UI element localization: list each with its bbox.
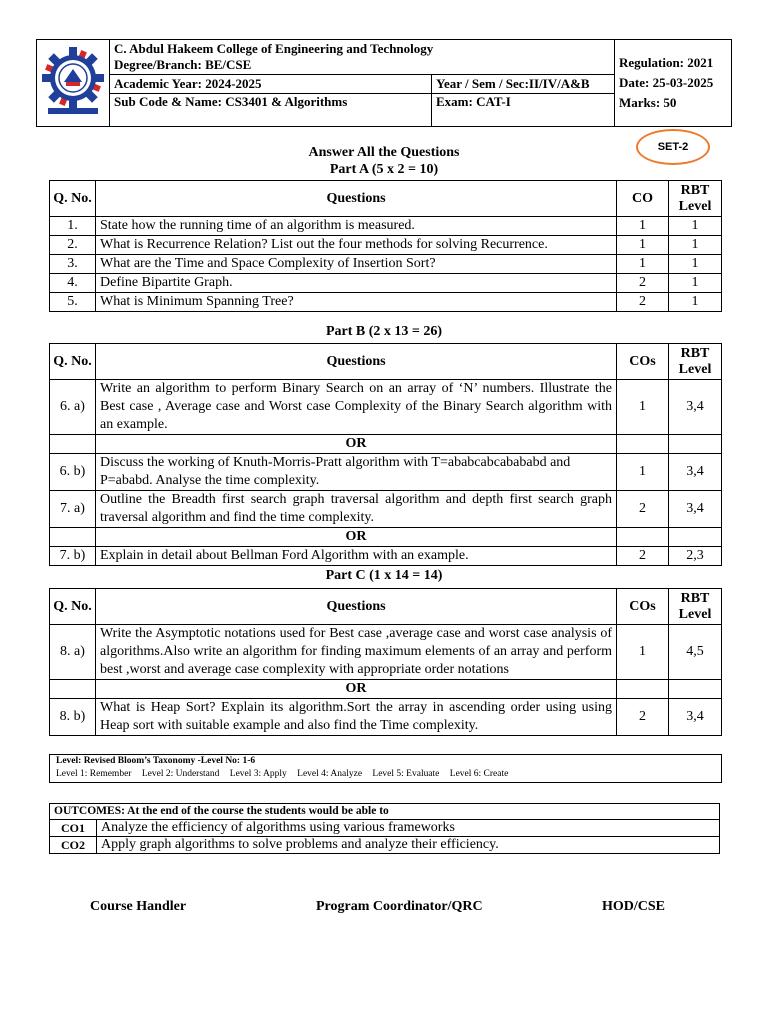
q-number: 8. b) — [50, 699, 96, 736]
question-text: Define Bipartite Graph. — [96, 274, 617, 293]
year-sem-sec: Year / Sem / Sec:II/IV/A&B — [432, 75, 615, 94]
table-row — [50, 625, 722, 680]
q-number: 1. — [50, 217, 96, 236]
col-co: COs — [617, 344, 669, 380]
bloom-level: Level 6: Create — [449, 769, 509, 779]
table-row — [50, 380, 722, 435]
col-questions: Questions — [96, 181, 617, 217]
co-value: 2 — [617, 699, 669, 736]
bloom-levels — [56, 768, 715, 781]
bloom-level: Level 4: Analyze — [297, 769, 363, 779]
co-value: 1 — [617, 625, 669, 680]
col-rbt: RBT Level — [669, 181, 722, 217]
bloom-taxonomy-note — [49, 754, 722, 783]
outcomes-heading: OUTCOMES: At the end of the course the students would be able to — [50, 804, 720, 820]
college-name: C. Abdul Hakeem College of Engineering and Technology — [114, 41, 434, 56]
col-co: CO — [617, 181, 669, 217]
col-qno: Q. No. — [50, 344, 96, 380]
rbt-value: 4,5 — [669, 625, 722, 680]
co-value: 2 — [617, 547, 669, 566]
outcome-text: Analyze the efficiency of algorithms using various frameworks — [97, 820, 720, 837]
exam-marks: Marks: 50 — [619, 95, 677, 110]
bloom-title: Level: Revised Bloom’s Taxonomy -Level No: 1-6 — [56, 756, 256, 766]
bloom-level: Level 1: Remember — [56, 769, 132, 779]
bloom-level: Level 5: Evaluate — [372, 769, 440, 779]
question-text: What is Heap Sort? Explain its algorithm.Sort the array in ascending order using using Heap sort with suitable example and also find the Time complexity. — [96, 699, 617, 736]
rbt-value: 1 — [669, 236, 722, 255]
col-rbt: RBT Level — [669, 344, 722, 380]
q-number: 8. a) — [50, 625, 96, 680]
part-a-title: Part A (5 x 2 = 10) — [329, 162, 439, 177]
question-text: Discuss the working of Knuth-Morris-Pratt algorithm with T=ababcabcabababd and P=ababd. Analyse the time complexity. — [96, 454, 617, 491]
question-text: Write an algorithm to perform Binary Search on an array of ‘N’ numbers. Illustrate the Best case , Average case and Worst case Complexity of the Binary Search algorithm with an example. — [96, 380, 617, 435]
question-text: What are the Time and Space Complexity of Insertion Sort? — [96, 255, 617, 274]
exam-name: Exam: CAT-I — [432, 94, 615, 127]
table-row — [50, 236, 722, 255]
rbt-value: 3,4 — [669, 491, 722, 528]
part-a-table — [49, 180, 722, 312]
or-row — [50, 528, 722, 547]
college-name-cell — [110, 40, 615, 75]
rbt-value: 3,4 — [669, 699, 722, 736]
subject-code-name: Sub Code & Name: CS3401 & Algorithms — [110, 94, 432, 127]
table-row — [50, 255, 722, 274]
col-questions: Questions — [96, 344, 617, 380]
col-questions: Questions — [96, 589, 617, 625]
signature-course-handler: Course Handler — [90, 899, 187, 914]
part-c-header-row — [50, 589, 722, 625]
table-row — [50, 820, 720, 837]
or-label: OR — [96, 680, 617, 699]
college-logo-icon — [40, 45, 106, 117]
outcome-text: Apply graph algorithms to solve problems and analyze their efficiency. — [97, 837, 720, 854]
co-value: 2 — [617, 491, 669, 528]
exam-header — [36, 39, 732, 127]
q-number: 6. a) — [50, 380, 96, 435]
course-outcomes-table — [49, 803, 720, 854]
q-number: 6. b) — [50, 454, 96, 491]
q-number: 2. — [50, 236, 96, 255]
table-row — [50, 699, 722, 736]
co-value: 1 — [617, 236, 669, 255]
bloom-level: Level 2: Understand — [141, 769, 220, 779]
or-row — [50, 435, 722, 454]
part-c-title: Part C (1 x 14 = 14) — [325, 568, 443, 583]
table-row — [50, 293, 722, 312]
or-row — [50, 680, 722, 699]
rbt-value: 1 — [669, 274, 722, 293]
co-value: 1 — [617, 454, 669, 491]
rbt-value: 1 — [669, 217, 722, 236]
question-text: Outline the Breadth first search graph traversal algorithm and depth first search graph traversal algorithm and find the time complexity. — [96, 491, 617, 528]
part-c-table — [49, 588, 722, 736]
academic-year: Academic Year: 2024-2025 — [110, 75, 432, 94]
bloom-level: Level 3: Apply — [229, 769, 287, 779]
instruction: Answer All the Questions — [308, 145, 460, 160]
co-value: 1 — [617, 255, 669, 274]
regulation: Regulation: 2021 — [619, 55, 714, 70]
exam-meta-cell — [615, 40, 732, 127]
part-b-header-row — [50, 344, 722, 380]
col-rbt: RBT Level — [669, 589, 722, 625]
co-value: 1 — [617, 217, 669, 236]
outcome-code: CO2 — [50, 837, 97, 854]
question-text: State how the running time of an algorithm is measured. — [96, 217, 617, 236]
degree-branch: Degree/Branch: BE/CSE — [114, 57, 252, 72]
part-b-table — [49, 343, 722, 566]
question-text: Explain in detail about Bellman Ford Algorithm with an example. — [96, 547, 617, 566]
rbt-value: 1 — [669, 255, 722, 274]
question-text: What is Minimum Spanning Tree? — [96, 293, 617, 312]
table-row — [50, 491, 722, 528]
college-logo — [37, 40, 110, 127]
col-co: COs — [617, 589, 669, 625]
rbt-value: 1 — [669, 293, 722, 312]
table-row — [50, 454, 722, 491]
or-label: OR — [96, 435, 617, 454]
signature-program-coordinator: Program Coordinator/QRC — [316, 899, 483, 914]
q-number: 3. — [50, 255, 96, 274]
q-number: 4. — [50, 274, 96, 293]
set-badge: SET-2 — [636, 129, 710, 165]
co-value: 2 — [617, 293, 669, 312]
table-row — [50, 837, 720, 854]
col-qno: Q. No. — [50, 589, 96, 625]
or-label: OR — [96, 528, 617, 547]
outcome-code: CO1 — [50, 820, 97, 837]
signature-hod: HOD/CSE — [602, 899, 666, 914]
table-row — [50, 217, 722, 236]
q-number: 7. a) — [50, 491, 96, 528]
rbt-value: 2,3 — [669, 547, 722, 566]
rbt-value: 3,4 — [669, 454, 722, 491]
q-number: 5. — [50, 293, 96, 312]
part-a-header-row — [50, 181, 722, 217]
rbt-value: 3,4 — [669, 380, 722, 435]
question-text: What is Recurrence Relation? List out the four methods for solving Recurrence. — [96, 236, 617, 255]
part-b-title: Part B (2 x 13 = 26) — [325, 324, 443, 339]
q-number: 7. b) — [50, 547, 96, 566]
co-value: 2 — [617, 274, 669, 293]
exam-date: Date: 25-03-2025 — [619, 75, 714, 90]
col-qno: Q. No. — [50, 181, 96, 217]
table-row — [50, 274, 722, 293]
question-text: Write the Asymptotic notations used for Best case ,average case and worst case analysis of algorithms.Also write an algorithm for finding maximum elements of an array and perform best ,worst and average case complexity with appropriate order notations — [96, 625, 617, 680]
co-value: 1 — [617, 380, 669, 435]
table-row — [50, 547, 722, 566]
